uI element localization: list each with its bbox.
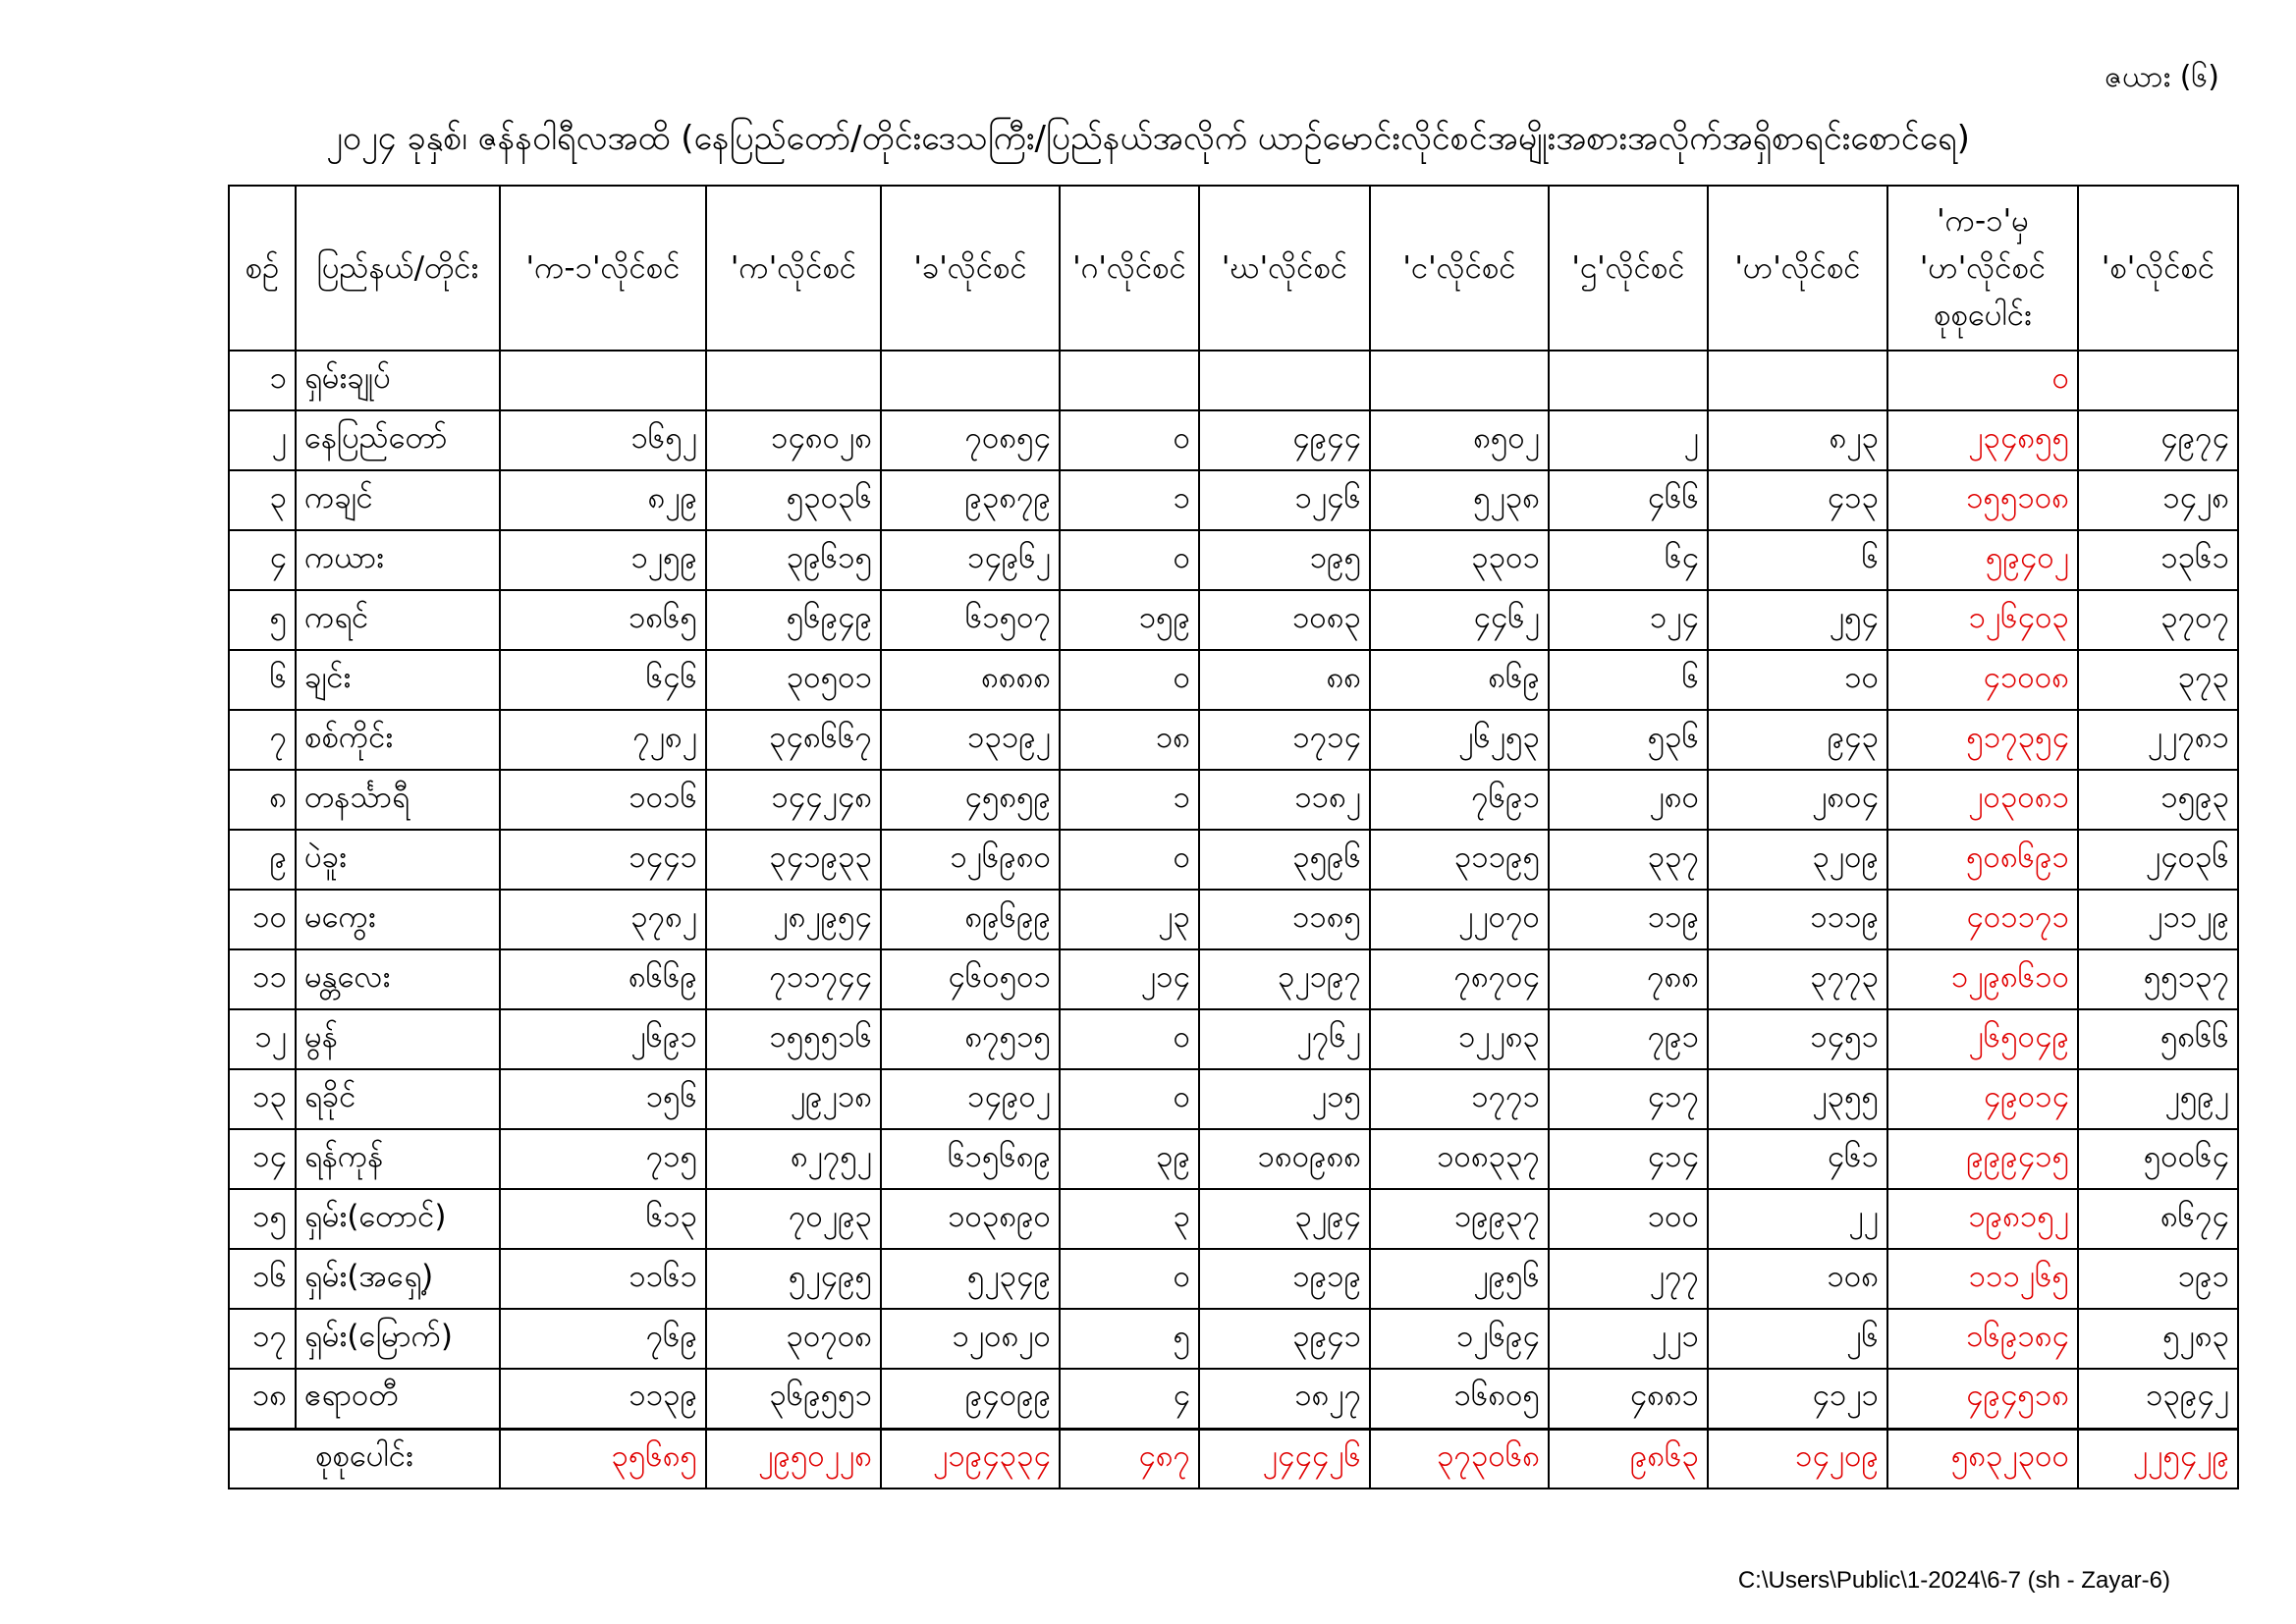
value-cell: ၇၀၈၅၄ xyxy=(881,410,1060,470)
document-title: ၂၀၂၄ ခုနှစ်၊ ဇန်နဝါရီလအထိ (နေပြည်တော်/တိုင်းဒေသကြီး/ပြည်နယ်အလိုက် ယာဉ်မောင်းလိုင်စင်အမျိုးအစားအလိုက်အရှိစာရင်းစောင်ရေ) xyxy=(326,119,1970,158)
value-cell: ၅၃၀၃၆ xyxy=(706,470,881,530)
region-name: မန္တလေး xyxy=(296,949,500,1009)
row-number: ၉ xyxy=(229,830,296,890)
value-cell: ၇၂၈၂ xyxy=(500,710,706,770)
region-name: ပဲခူး xyxy=(296,830,500,890)
table-row xyxy=(229,590,2238,650)
value-cell: ၃၀၅၀၁ xyxy=(706,650,881,710)
header-cell: 'က-၁'မှ 'ဟ'လိုင်စင် စုစုပေါင်း xyxy=(1887,186,2078,351)
table-row xyxy=(229,351,2238,410)
row-number: ၁၁ xyxy=(229,949,296,1009)
header-cell: 'စ'လိုင်စင် xyxy=(2078,186,2238,351)
value-cell: ၁၁၉ xyxy=(1549,890,1708,949)
value-cell: ၁၄၉၆၂ xyxy=(881,530,1060,590)
value-cell: ၅ xyxy=(1060,1309,1199,1369)
row-total-cell: ၄၁၀၀၈ xyxy=(1887,650,2078,710)
row-number: ၁၇ xyxy=(229,1309,296,1369)
table-row xyxy=(229,650,2238,710)
table-row xyxy=(229,1129,2238,1189)
value-cell: ၇၁၁၇၄၄ xyxy=(706,949,881,1009)
value-cell: ၁၅၉၃ xyxy=(2078,770,2238,830)
value-cell: ၂၄၀၃၆ xyxy=(2078,830,2238,890)
row-number: ၂ xyxy=(229,410,296,470)
total-cell: ၂၄၄၄၂၆ xyxy=(1199,1429,1370,1489)
value-cell: ၁၂၄ xyxy=(1549,590,1708,650)
table-row xyxy=(229,890,2238,949)
value-cell: ၄၈၈၁ xyxy=(1549,1369,1708,1429)
value-cell: ၇၀၂၉၃ xyxy=(706,1189,881,1249)
table-row xyxy=(229,410,2238,470)
value-cell: ၃၇၃ xyxy=(2078,650,2238,710)
value-cell: ၀ xyxy=(1060,410,1199,470)
value-cell: ၈၆၉ xyxy=(1370,650,1549,710)
table-row xyxy=(229,1189,2238,1249)
value-cell: ၁၁၈၂ xyxy=(1199,770,1370,830)
value-cell: ၂၅၉၂ xyxy=(2078,1069,2238,1129)
value-cell: ၁၃၉၄၂ xyxy=(2078,1369,2238,1429)
region-name: ကယား xyxy=(296,530,500,590)
value-cell: ၅၆၉၄၉ xyxy=(706,590,881,650)
header-cell: 'ဌ'လိုင်စင် xyxy=(1549,186,1708,351)
value-cell xyxy=(1549,351,1708,410)
value-cell: ၂၈၂၉၅၄ xyxy=(706,890,881,949)
page-number: ဇယား (၆) xyxy=(2105,60,2219,94)
value-cell: ၃၆၉၅၅၁ xyxy=(706,1369,881,1429)
value-cell: ၆ xyxy=(1549,650,1708,710)
row-number: ၁၃ xyxy=(229,1069,296,1129)
region-name: ဧရာဝတီ xyxy=(296,1369,500,1429)
value-cell: ၄၆၆ xyxy=(1549,470,1708,530)
value-cell: ၈၂၃ xyxy=(1708,410,1887,470)
value-cell: ၁၀၁၆ xyxy=(500,770,706,830)
row-total-cell: ၉၉၉၄၁၅ xyxy=(1887,1129,2078,1189)
value-cell: ၀ xyxy=(1060,830,1199,890)
row-number: ၅ xyxy=(229,590,296,650)
value-cell xyxy=(1708,351,1887,410)
total-cell: ၂၂၅၄၂၉ xyxy=(2078,1429,2238,1489)
table-row xyxy=(229,1309,2238,1369)
header-cell: 'င'လိုင်စင် xyxy=(1370,186,1549,351)
value-cell: ၄၅၈၅၉ xyxy=(881,770,1060,830)
region-name: တနင်္သာရီ xyxy=(296,770,500,830)
value-cell: ၁၁၆၁ xyxy=(500,1249,706,1309)
value-cell: ၅၈၆၆ xyxy=(2078,1009,2238,1069)
value-cell: ၃၃၀၁ xyxy=(1370,530,1549,590)
region-name: ကရင် xyxy=(296,590,500,650)
value-cell: ၁၈ xyxy=(1060,710,1199,770)
value-cell: ၃၉၄၁ xyxy=(1199,1309,1370,1369)
value-cell: ၄၉၇၄ xyxy=(2078,410,2238,470)
value-cell: ၀ xyxy=(1060,1069,1199,1129)
value-cell: ၁၀၃၈၉၀ xyxy=(881,1189,1060,1249)
value-cell: ၂၁၅ xyxy=(1199,1069,1370,1129)
value-cell: ၁၉၁ xyxy=(2078,1249,2238,1309)
value-cell: ၃၇၇၃ xyxy=(1708,949,1887,1009)
row-total-cell: ၅၁၇၃၅၄ xyxy=(1887,710,2078,770)
value-cell: ၄၁၄ xyxy=(1549,1129,1708,1189)
file-path-footer: C:\Users\Public\1-2024\6-7 (sh - Zayar-6) xyxy=(1737,1567,2170,1594)
value-cell: ၈၈ xyxy=(1199,650,1370,710)
value-cell: ၀ xyxy=(1060,1249,1199,1309)
region-name: ရန်ကုန် xyxy=(296,1129,500,1189)
value-cell: ၇၆၉ xyxy=(500,1309,706,1369)
value-cell: ၃၅၉၆ xyxy=(1199,830,1370,890)
value-cell: ၃ xyxy=(1060,1189,1199,1249)
value-cell: ၂၉၅၆ xyxy=(1370,1249,1549,1309)
row-total-cell: ၁၆၉၁၈၄ xyxy=(1887,1309,2078,1369)
value-cell: ၁၄၂၈ xyxy=(2078,470,2238,530)
value-cell: ၁ xyxy=(1060,770,1199,830)
value-cell: ၂၆ xyxy=(1708,1309,1887,1369)
value-cell: ၂၆၂၅၃ xyxy=(1370,710,1549,770)
total-cell: ၃၅၆၈၅ xyxy=(500,1429,706,1489)
value-cell: ၃၉ xyxy=(1060,1129,1199,1189)
region-name: ကချင် xyxy=(296,470,500,530)
value-cell xyxy=(706,351,881,410)
row-number: ၁၅ xyxy=(229,1189,296,1249)
row-number: ၃ xyxy=(229,470,296,530)
value-cell: ၁၁၁၉ xyxy=(1708,890,1887,949)
row-total-cell: ၅၉၄၀၂ xyxy=(1887,530,2078,590)
header-cell: 'က'လိုင်စင် xyxy=(706,186,881,351)
row-number: ၁၄ xyxy=(229,1129,296,1189)
total-cell: ၄၈၇ xyxy=(1060,1429,1199,1489)
value-cell: ၁၀၀ xyxy=(1549,1189,1708,1249)
value-cell: ၂ xyxy=(1549,410,1708,470)
region-name: မွန် xyxy=(296,1009,500,1069)
row-number: ၄ xyxy=(229,530,296,590)
value-cell: ၄၆၁ xyxy=(1708,1129,1887,1189)
total-cell: ၅၈၃၂၃၀၀ xyxy=(1887,1429,2078,1489)
value-cell: ၁၀၈၃၃၇ xyxy=(1370,1129,1549,1189)
value-cell: ၀ xyxy=(1060,1009,1199,1069)
row-total-cell: ၂၆၅၀၄၉ xyxy=(1887,1009,2078,1069)
value-cell: ၁၃၁၉၂ xyxy=(881,710,1060,770)
value-cell: ၆၁၅၀၇ xyxy=(881,590,1060,650)
value-cell: ၁၄၄၂၄၈ xyxy=(706,770,881,830)
value-cell: ၂၇၇ xyxy=(1549,1249,1708,1309)
value-cell: ၄၆၀၅၀၁ xyxy=(881,949,1060,1009)
value-cell: ၅၂၈၃ xyxy=(2078,1309,2238,1369)
value-cell: ၂၃ xyxy=(1060,890,1199,949)
value-cell: ၂၅၄ xyxy=(1708,590,1887,650)
total-label: စုစုပေါင်း xyxy=(229,1429,500,1489)
value-cell: ၂၇၆၂ xyxy=(1199,1009,1370,1069)
header-cell: 'ဃ'လိုင်စင် xyxy=(1199,186,1370,351)
total-row xyxy=(229,1429,2238,1489)
value-cell: ၅၂၃၈ xyxy=(1370,470,1549,530)
value-cell: ၃၄၈၆၆၇ xyxy=(706,710,881,770)
value-cell: ၁၈၆၅ xyxy=(500,590,706,650)
region-name: နေပြည်တော် xyxy=(296,410,500,470)
value-cell: ၂၃၅၅ xyxy=(1708,1069,1887,1129)
value-cell: ၃၂၉၄ xyxy=(1199,1189,1370,1249)
value-cell: ၅၀၀၆၄ xyxy=(2078,1129,2238,1189)
value-cell: ၁၆၈၀၅ xyxy=(1370,1369,1549,1429)
value-cell: ၁၉၉၃၇ xyxy=(1370,1189,1549,1249)
region-name: မကွေး xyxy=(296,890,500,949)
value-cell: ၀ xyxy=(1060,530,1199,590)
value-cell: ၁၈၀၉၈၈ xyxy=(1199,1129,1370,1189)
header-cell: 'ဟ'လိုင်စင် xyxy=(1708,186,1887,351)
value-cell: ၅၂၄၉၅ xyxy=(706,1249,881,1309)
value-cell: ၅၅၁၃၇ xyxy=(2078,949,2238,1009)
value-cell: ၃၂၀၉ xyxy=(1708,830,1887,890)
value-cell: ၃၁၁၉၅ xyxy=(1370,830,1549,890)
value-cell: ၇၈၇၀၄ xyxy=(1370,949,1549,1009)
value-cell: ၆၁၃ xyxy=(500,1189,706,1249)
value-cell: ၂၈၀၄ xyxy=(1708,770,1887,830)
value-cell: ၂၂၀၇၀ xyxy=(1370,890,1549,949)
value-cell: ၆၄ xyxy=(1549,530,1708,590)
total-cell: ၂၁၉၄၃၃၄ xyxy=(881,1429,1060,1489)
value-cell: ၁၇၇၁ xyxy=(1370,1069,1549,1129)
value-cell: ၅၃၆ xyxy=(1549,710,1708,770)
value-cell: ၆ xyxy=(1708,530,1887,590)
value-cell: ၄၁၂၁ xyxy=(1708,1369,1887,1429)
value-cell: ၂၂၇၈၁ xyxy=(2078,710,2238,770)
table-row xyxy=(229,1009,2238,1069)
value-cell: ၉၄၃ xyxy=(1708,710,1887,770)
region-name: ရှမ်း(အရှေ့) xyxy=(296,1249,500,1309)
row-total-cell: ၁၅၅၁၀၈ xyxy=(1887,470,2078,530)
value-cell: ၂၉၂၁၈ xyxy=(706,1069,881,1129)
value-cell xyxy=(1060,351,1199,410)
row-number: ၁၈ xyxy=(229,1369,296,1429)
value-cell: ၇၉၁ xyxy=(1549,1009,1708,1069)
table-row xyxy=(229,770,2238,830)
value-cell: ၂၈၀ xyxy=(1549,770,1708,830)
row-number: ၈ xyxy=(229,770,296,830)
value-cell: ၁၄၅၁ xyxy=(1708,1009,1887,1069)
header-cell: ပြည်နယ်/တိုင်း xyxy=(296,186,500,351)
value-cell: ၁၂၆၉၈၀ xyxy=(881,830,1060,890)
header-cell: 'ခ'လိုင်စင် xyxy=(881,186,1060,351)
row-total-cell: ၂၃၄၈၅၅ xyxy=(1887,410,2078,470)
value-cell: ၇၈၈ xyxy=(1549,949,1708,1009)
value-cell xyxy=(881,351,1060,410)
value-cell: ၁၂၆၉၄ xyxy=(1370,1309,1549,1369)
value-cell: ၁၄၄၁ xyxy=(500,830,706,890)
value-cell: ၀ xyxy=(1060,650,1199,710)
value-cell: ၃၇၀၇ xyxy=(2078,590,2238,650)
value-cell: ၈၆၆၉ xyxy=(500,949,706,1009)
row-total-cell: ၁၂၆၄၀၃ xyxy=(1887,590,2078,650)
value-cell: ၁၄၉၀၂ xyxy=(881,1069,1060,1129)
row-total-cell: ၄၀၁၁၇၁ xyxy=(1887,890,2078,949)
value-cell: ၃၀၇၀၈ xyxy=(706,1309,881,1369)
value-cell: ၆၁၅၆၈၉ xyxy=(881,1129,1060,1189)
value-cell: ၁၂၀၈၂၀ xyxy=(881,1309,1060,1369)
value-cell: ၈၇၅၁၅ xyxy=(881,1009,1060,1069)
row-number: ၁ xyxy=(229,351,296,410)
region-name: ရှမ်းချုပ် xyxy=(296,351,500,410)
table-row xyxy=(229,1069,2238,1129)
value-cell: ၈၅၀၂ xyxy=(1370,410,1549,470)
value-cell: ၁၉၁၉ xyxy=(1199,1249,1370,1309)
value-cell: ၂၂ xyxy=(1708,1189,1887,1249)
total-cell: ၂၉၅၀၂၂၈ xyxy=(706,1429,881,1489)
value-cell: ၁၇၁၄ xyxy=(1199,710,1370,770)
header-cell: 'က-၁'လိုင်စင် xyxy=(500,186,706,351)
value-cell: ၃၇၈၂ xyxy=(500,890,706,949)
row-total-cell: ၁၁၁၂၆၅ xyxy=(1887,1249,2078,1309)
row-number: ၁၂ xyxy=(229,1009,296,1069)
value-cell: ၄ xyxy=(1060,1369,1199,1429)
table-row xyxy=(229,530,2238,590)
value-cell: ၁၈၂၇ xyxy=(1199,1369,1370,1429)
total-cell: ၉၈၆၃ xyxy=(1549,1429,1708,1489)
value-cell xyxy=(2078,351,2238,410)
row-number: ၆ xyxy=(229,650,296,710)
value-cell: ၁၂၄၆ xyxy=(1199,470,1370,530)
value-cell: ၃၄၁၉၃၃ xyxy=(706,830,881,890)
row-total-cell: ၁၉၈၁၅၂ xyxy=(1887,1189,2078,1249)
value-cell: ၁၂၂၈၃ xyxy=(1370,1009,1549,1069)
value-cell: ၂၆၉၁ xyxy=(500,1009,706,1069)
value-cell xyxy=(1199,351,1370,410)
row-total-cell: ၁၂၉၈၆၁၀ xyxy=(1887,949,2078,1009)
value-cell: ၉၃၈၇၉ xyxy=(881,470,1060,530)
value-cell: ၁၁၈၅ xyxy=(1199,890,1370,949)
region-name: ချင်း xyxy=(296,650,500,710)
table-row xyxy=(229,710,2238,770)
value-cell: ၁၉၅ xyxy=(1199,530,1370,590)
region-name: ရှမ်း(မြောက်) xyxy=(296,1309,500,1369)
header-cell: 'ဂ'လိုင်စင် xyxy=(1060,186,1199,351)
row-total-cell: ၄၉၀၁၄ xyxy=(1887,1069,2078,1129)
total-cell: ၃၇၃၀၆၈ xyxy=(1370,1429,1549,1489)
value-cell: ၈၉၆၉၉ xyxy=(881,890,1060,949)
region-name: ရှမ်း(တောင်) xyxy=(296,1189,500,1249)
value-cell: ၁၄၈၀၂၈ xyxy=(706,410,881,470)
table-row xyxy=(229,830,2238,890)
value-cell: ၁၀ xyxy=(1708,650,1887,710)
value-cell: ၃၉၆၁၅ xyxy=(706,530,881,590)
table-row xyxy=(229,949,2238,1009)
value-cell: ၈၆၇၄ xyxy=(2078,1189,2238,1249)
region-name: ရခိုင် xyxy=(296,1069,500,1129)
value-cell: ၁၅၆ xyxy=(500,1069,706,1129)
value-cell: ၁၀၈၃ xyxy=(1199,590,1370,650)
value-cell xyxy=(500,351,706,410)
value-cell: ၇၁၅ xyxy=(500,1129,706,1189)
value-cell: ၇၆၉၁ xyxy=(1370,770,1549,830)
value-cell: ၅၂၃၄၉ xyxy=(881,1249,1060,1309)
value-cell: ၈၈၈၈ xyxy=(881,650,1060,710)
value-cell: ၁၀၈ xyxy=(1708,1249,1887,1309)
header-cell: စဉ် xyxy=(229,186,296,351)
region-name: စစ်ကိုင်း xyxy=(296,710,500,770)
value-cell: ၁ xyxy=(1060,470,1199,530)
license-table xyxy=(228,185,2239,1489)
value-cell: ၃၂၁၉၇ xyxy=(1199,949,1370,1009)
value-cell: ၁၃၆၁ xyxy=(2078,530,2238,590)
value-cell: ၁၁၃၉ xyxy=(500,1369,706,1429)
value-cell: ၁၅၉ xyxy=(1060,590,1199,650)
table-row xyxy=(229,1249,2238,1309)
value-cell: ၁၂၅၉ xyxy=(500,530,706,590)
row-number: ၁၀ xyxy=(229,890,296,949)
value-cell: ၂၂၁ xyxy=(1549,1309,1708,1369)
total-cell: ၁၄၂၀၉ xyxy=(1708,1429,1887,1489)
row-total-cell: ၂၀၃၀၈၁ xyxy=(1887,770,2078,830)
value-cell: ၁၆၅၂ xyxy=(500,410,706,470)
value-cell: ၂၁၁၂၉ xyxy=(2078,890,2238,949)
value-cell: ၄၄၆၂ xyxy=(1370,590,1549,650)
row-total-cell: ၄၉၄၅၁၈ xyxy=(1887,1369,2078,1429)
header-row xyxy=(229,186,2238,351)
row-number: ၇ xyxy=(229,710,296,770)
value-cell: ၉၄၀၉၉ xyxy=(881,1369,1060,1429)
row-number: ၁၆ xyxy=(229,1249,296,1309)
value-cell: ၆၄၆ xyxy=(500,650,706,710)
value-cell: ၈၂၉ xyxy=(500,470,706,530)
table-row xyxy=(229,1369,2238,1429)
value-cell: ၁၅၅၅၁၆ xyxy=(706,1009,881,1069)
value-cell: ၄၁၇ xyxy=(1549,1069,1708,1129)
row-total-cell: ၅၀၈၆၉၁ xyxy=(1887,830,2078,890)
value-cell: ၄၉၄၄ xyxy=(1199,410,1370,470)
row-total-cell: ၀ xyxy=(1887,351,2078,410)
value-cell xyxy=(1370,351,1549,410)
value-cell: ၂၁၄ xyxy=(1060,949,1199,1009)
table-row xyxy=(229,470,2238,530)
value-cell: ၃၃၇ xyxy=(1549,830,1708,890)
value-cell: ၄၁၃ xyxy=(1708,470,1887,530)
value-cell: ၈၂၇၅၂ xyxy=(706,1129,881,1189)
